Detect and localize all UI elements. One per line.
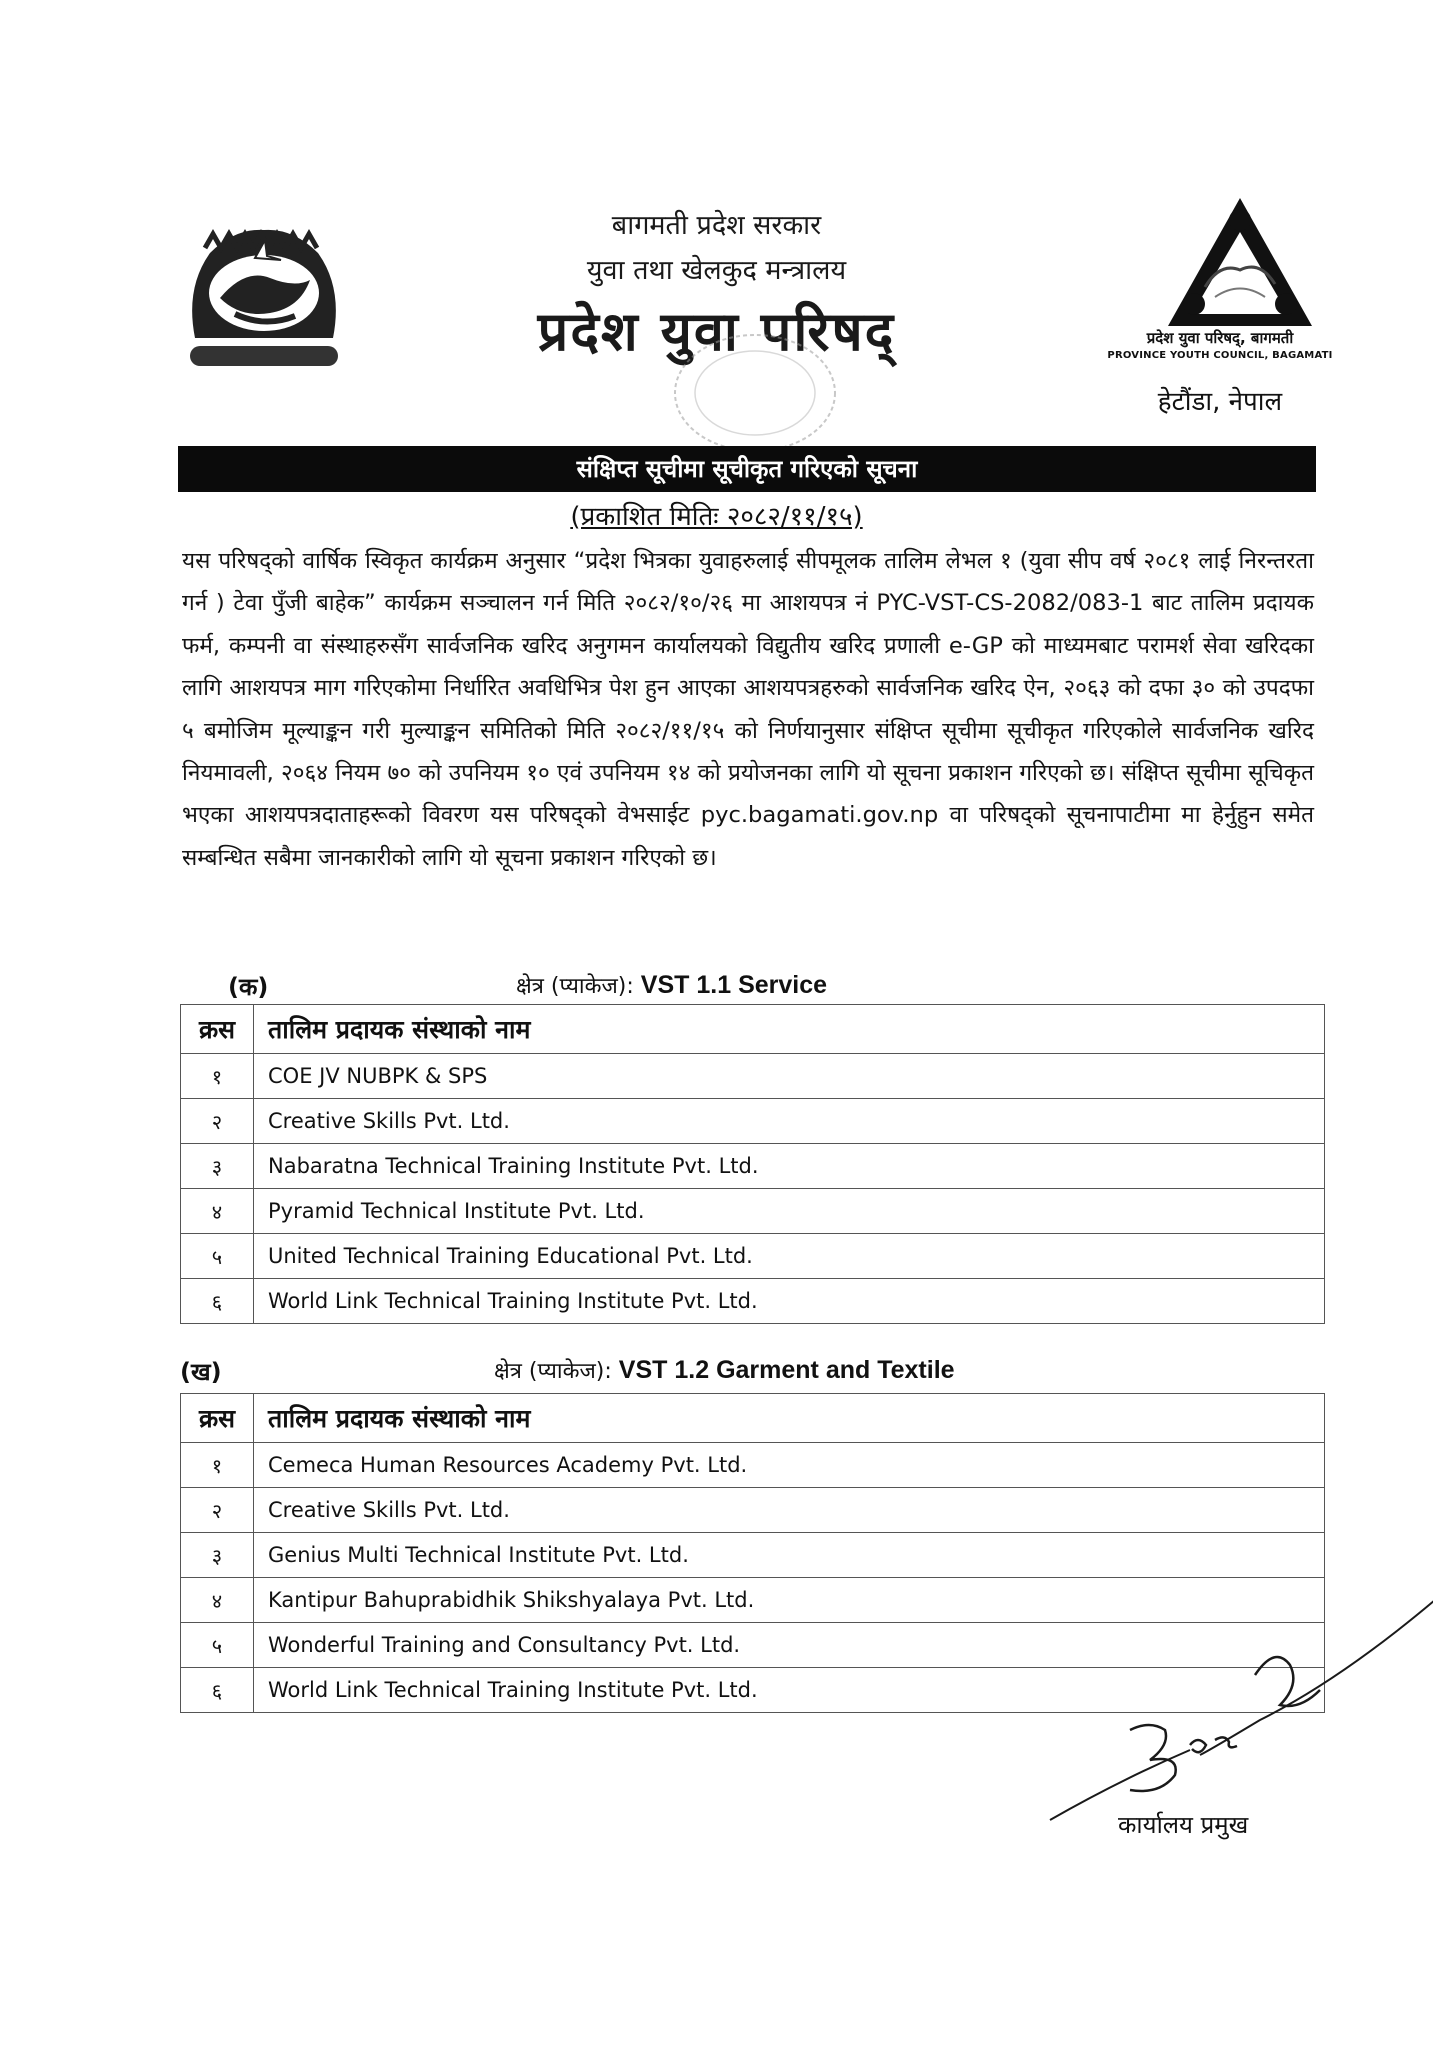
table-row <box>181 1144 1325 1189</box>
section-label: क्षेत्र (प्याकेज): <box>516 974 634 999</box>
section-title <box>516 970 827 1000</box>
row-sn: ५ <box>181 1623 254 1668</box>
section-label: क्षेत्र (प्याकेज): <box>494 1359 612 1384</box>
section-mark: (क) <box>228 973 269 1001</box>
row-name: Creative Skills Pvt. Ltd. <box>254 1488 1325 1533</box>
office-name: प्रदेश युवा परिषद् <box>537 300 896 363</box>
row-sn: ३ <box>181 1533 254 1578</box>
row-sn: १ <box>181 1443 254 1488</box>
row-sn: ३ <box>181 1144 254 1189</box>
published-date-text: (प्रकाशित मितिः २०८२/११/१५) <box>570 502 863 532</box>
notice-body-text: यस परिषद्को वार्षिक स्विकृत कार्यक्रम अनुसार “प्रदेश भित्रका युवाहरुलाई सीपमूलक तालिम लेभल १ (युवा सीप वर्ष २०८१ लाई निरन्तरता गर्न ) टेवा पुँजी बाहेक” कार्यक्रम सञ्चालन गर्न मिति २०८२/१०/२६ मा आशयपत्र नं PYC-VST-CS-2082/083-1 बाट तालिम प्रदायक फर्म, कम्पनी वा संस्थाहरुसँग सार्वजनिक खरिद अनुगमन कार्यालयको विद्युतीय खरिद प्रणाली e-GP को माध्यमबाट परामर्श सेवा खरिदका लागि आशयपत्र माग गरिएकोमा निर्धारित अवधिभित्र पेश हुन आएका आशयपत्रहरुको सार्वजनिक खरिद ऐन, २०६३ को दफा ३० को उपदफा ५ बमोजिम मूल्याङ्कन गरी मुल्याङ्कन समितिको मिति २०८२/११/१५ को निर्णयानुसार संक्षिप्त सूचीमा सूचीकृत गरिएकोले सार्वजनिक खरिद नियमावली, २०६४ नियम ७० को उपनियम १० एवं उपनियम १४ को प्रयोजनका लागि यो सूचना प्रकाशन गरिएको छ। संक्षिप्त सूचीमा सूचिकृत भएका आशयपत्रदाताहरूको विवरण यस परिषद्को वेभसाईट pyc.bagamati.gov.np वा परिषद्को सूचनापाटीमा मा हेर्नुहुन समेत सम्बन्धित सबैमा जानकारीको लागि यो सूचना प्रकाशन गरिएको छ। <box>182 548 1314 871</box>
shortlist-table <box>180 1004 1325 1324</box>
section-package: VST 1.1 Service <box>640 971 828 999</box>
section-mark: (ख) <box>180 1358 222 1386</box>
row-sn: ४ <box>181 1578 254 1623</box>
youth-council-logo-icon <box>1160 192 1320 332</box>
row-name: Nabaratna Technical Training Institute Pvt. Ltd. <box>254 1144 1325 1189</box>
council-logo-name-nepali: प्रदेश युवा परिषद्, बागमती <box>1146 329 1294 347</box>
table-row <box>181 1533 1325 1578</box>
notice-title: संक्षिप्त सूचीमा सूचीकृत गरिएको सूचना <box>178 446 1316 492</box>
table-row <box>181 1234 1325 1279</box>
row-name: Genius Multi Technical Institute Pvt. Ltd. <box>254 1533 1325 1578</box>
table-header-row <box>181 1005 1325 1054</box>
table-row <box>181 1443 1325 1488</box>
row-sn: १ <box>181 1054 254 1099</box>
office-stamp-icon <box>660 328 860 458</box>
row-name: Cemeca Human Resources Academy Pvt. Ltd. <box>254 1443 1325 1488</box>
column-header-name: तालिम प्रदायक संस्थाको नाम <box>254 1005 1325 1054</box>
row-name: United Technical Training Educational Pvt. Ltd. <box>254 1234 1325 1279</box>
row-name: COE JV NUBPK & SPS <box>254 1054 1325 1099</box>
row-sn: ४ <box>181 1189 254 1234</box>
government-name: बागमती प्रदेश सरकार <box>611 210 822 241</box>
column-header-sn: क्रस <box>181 1005 254 1054</box>
council-logo-name-english: PROVINCE YOUTH COUNCIL, BAGAMATI <box>1107 350 1333 361</box>
column-header-name: तालिम प्रदायक संस्थाको नाम <box>254 1394 1325 1443</box>
row-name: Creative Skills Pvt. Ltd. <box>254 1099 1325 1144</box>
section-package: VST 1.2 Garment and Textile <box>618 1356 955 1384</box>
row-name: World Link Technical Training Institute Pvt. Ltd. <box>254 1279 1325 1324</box>
row-name: Kantipur Bahuprabidhik Shikshyalaya Pvt. Ltd. <box>254 1578 1325 1623</box>
table-row <box>181 1099 1325 1144</box>
row-name: World Link Technical Training Institute Pvt. Ltd. <box>254 1668 1325 1713</box>
table-row <box>181 1189 1325 1234</box>
table-header-row <box>181 1394 1325 1443</box>
row-sn: २ <box>181 1488 254 1533</box>
ministry-name: युवा तथा खेलकुद मन्त्रालय <box>586 255 847 286</box>
signatory-title: कार्यालय प्रमुख <box>1118 1811 1249 1839</box>
published-date <box>0 497 1433 533</box>
table-row <box>181 1488 1325 1533</box>
row-sn: ५ <box>181 1234 254 1279</box>
row-sn: ६ <box>181 1279 254 1324</box>
office-location: हेटौंडा, नेपाल <box>1157 387 1283 417</box>
row-name: Wonderful Training and Consultancy Pvt. Ltd. <box>254 1623 1325 1668</box>
table-row <box>181 1279 1325 1324</box>
table-row <box>181 1054 1325 1099</box>
row-name: Pyramid Technical Institute Pvt. Ltd. <box>254 1189 1325 1234</box>
section-title <box>494 1355 955 1385</box>
column-header-sn: क्रस <box>181 1394 254 1443</box>
row-sn: २ <box>181 1099 254 1144</box>
row-sn: ६ <box>181 1668 254 1713</box>
